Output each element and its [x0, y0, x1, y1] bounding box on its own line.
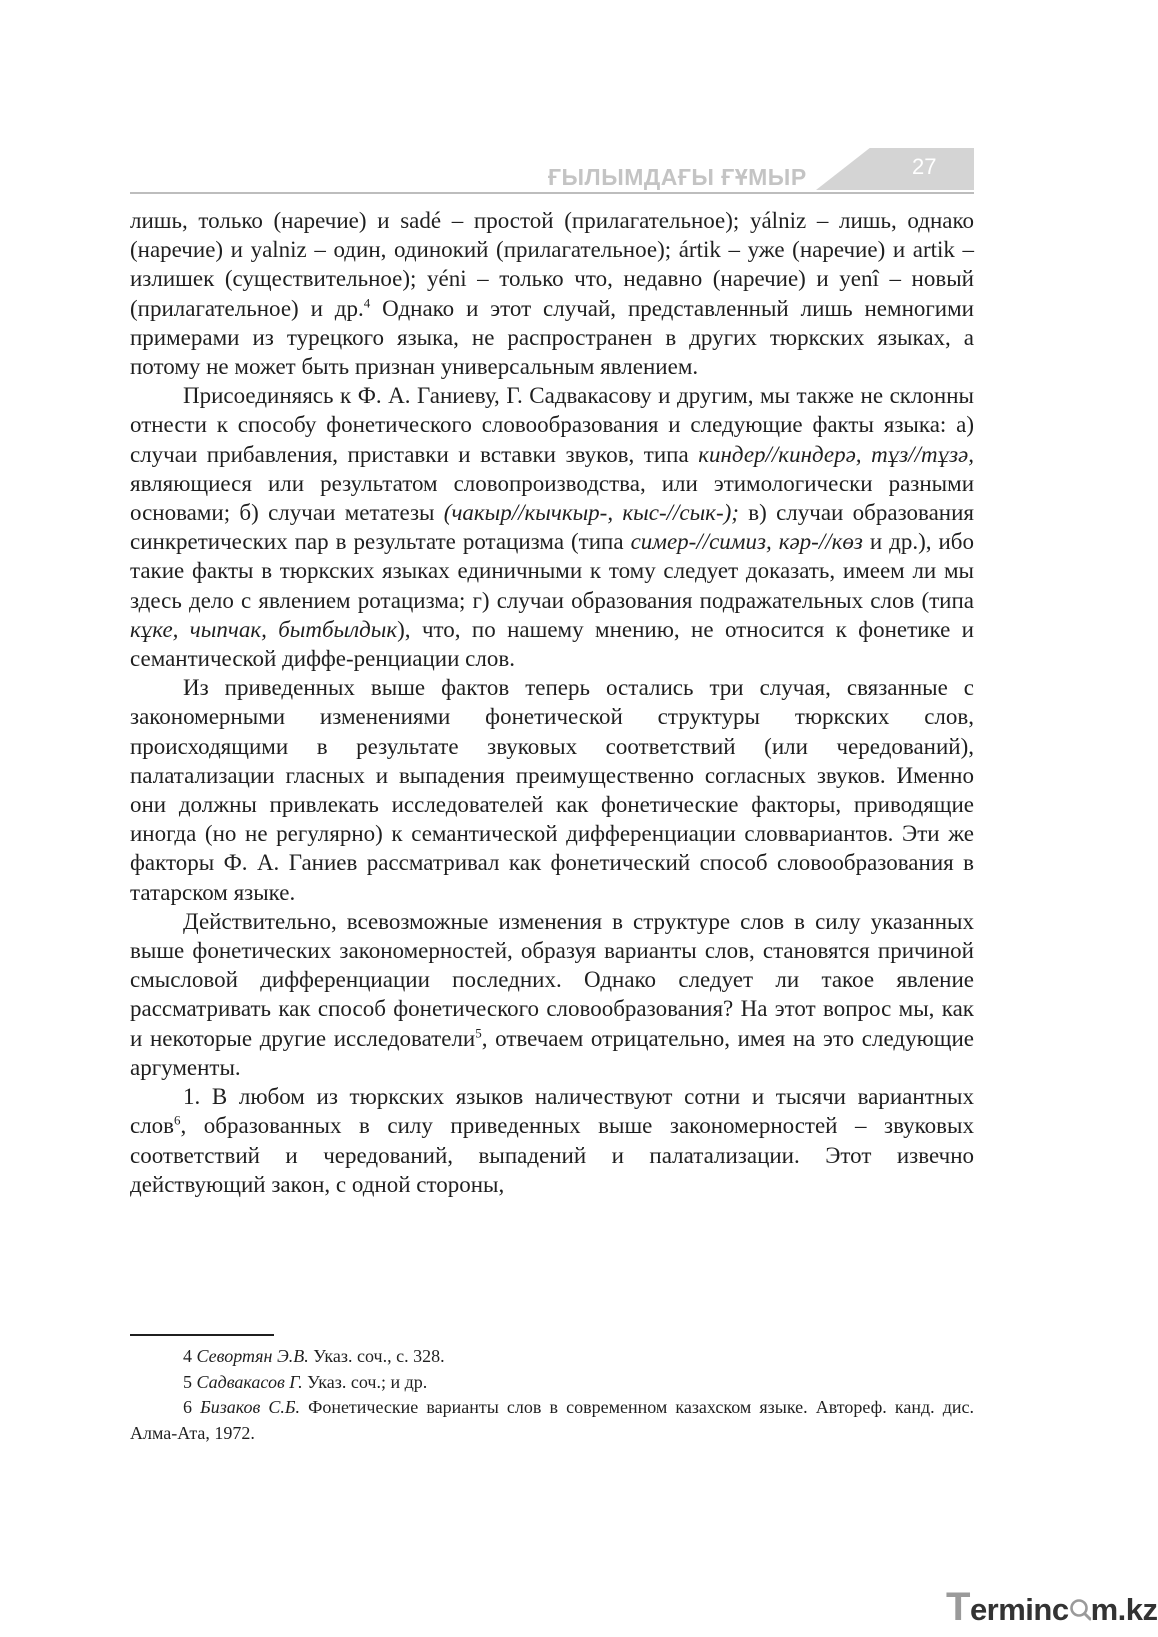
paragraph-text: Действительно, всевозможные изменения в структуре слов в силу указанных выше фонетических закономерностей, образуя варианты слов, становятся причиной смысловой дифференциации последних. Однако следует ли такое явление рассматривать как способ фонетического словообразования? На этот вопрос мы, как и некоторые другие исследователи: [130, 908, 974, 1051]
footnote-ref-5[interactable]: 5: [475, 1025, 482, 1041]
paragraph-4: [130, 907, 974, 1082]
footnote-number: 5: [183, 1371, 192, 1392]
paragraph-text: , образованных в силу приведенных выше закономерностей – звуковых соответствий и чередований, выпадений и палатализации. Этот извечно действующий закон, с одной стороны,: [130, 1113, 974, 1197]
paragraph-2: [130, 381, 974, 673]
magnifier-icon: [1069, 1596, 1091, 1622]
example-words: киндер//киндерә, тұз//тұзә,: [698, 441, 974, 467]
example-words: кұке, чыпчак, бытбылдык: [130, 616, 398, 642]
footnote-text: Указ. соч., с. 328.: [308, 1346, 445, 1366]
footnote-5: [130, 1370, 974, 1396]
example-words: (чакыр//кычкыр-, кыс-//сык-);: [443, 500, 739, 526]
header-tab: [816, 148, 974, 190]
footnote-author: Севортян Э.В.: [196, 1346, 309, 1366]
footnote-text: Указ. соч.; и др.: [302, 1371, 428, 1392]
running-header: [130, 148, 974, 196]
paragraph-text: ), что, по нашему мнению, не относится к фонетике и семантической диффе-ренциации слов.: [130, 616, 974, 672]
footnote-number: 4: [183, 1346, 192, 1366]
footnote-text: Фонетические варианты слов в современном казахском языке. Автореф. канд. дис. Алма-Ата, 1972.: [130, 1397, 974, 1443]
header-title: ҒЫЛЫМДАҒЫ ҒҰМЫР: [548, 164, 807, 190]
paragraph-3: Из приведенных выше фактов теперь остались три случая, связанные с закономерными изменениями фонетической структуры тюркских слов, происходящими в результате звуковых соответствий (или чередований), палатализации гласных и выпадения преимущественно согласных звуков. Именно они должны привлекать исследователей как фонетические факторы, приводящие иногда (но не регулярно) к семантической дифференциации словвариантов. Эти же факторы Ф. А. Ганиев рассматривал как фонетический способ словообразования в татарском языке.: [130, 675, 974, 905]
watermark-suffix: m.kz: [1090, 1592, 1158, 1627]
footnote-6: [130, 1395, 974, 1446]
example-words: симер-//симиз, кәр-//көз: [630, 529, 863, 555]
paragraph-text: лишь, только (наречие) и sadé – простой (прилагательное); yálniz – лишь, однако (наречие) и yalniz – один, одинокий (прилагательное); ártik – уже (наречие) и artik – излишек (существительное); yéni – только что, недавно (наречие) и yenî – новый (прилагательное) и др.: [130, 208, 974, 321]
paragraph-text: , отвечаем отрицательно, имея на это следующие аргументы.: [130, 1025, 974, 1080]
footnotes: [130, 1344, 974, 1446]
footnote-separator: [130, 1334, 274, 1336]
footnote-ref-6[interactable]: 6: [174, 1112, 181, 1128]
watermark-initial: T: [946, 1585, 970, 1629]
paragraph-text: и др.), ибо такие факты в тюркских языках единичными к тому следует доказать, имеем ли мы здесь дело с явлением ротацизма; г) случаи образования подражательных слов (типа: [130, 529, 974, 613]
footnote-author: Садвакасов Г.: [196, 1371, 303, 1392]
paragraph-5: [130, 1082, 974, 1199]
paragraph-text: Однако и этот случай, представленный лишь немногими примерами из турецкого языка, не распространен в других тюркских языках, а потому не может быть признан универсальным явлением.: [130, 295, 974, 380]
paragraph-text: 1. В любом из тюркских языков наличествуют сотни и тысячи вариантных слов: [130, 1084, 974, 1139]
header-rule: [130, 192, 974, 194]
footnote-ref-4[interactable]: 4: [363, 294, 371, 310]
paragraph-text: являющиеся или результатом словопроизводства, или этимологически разными основами; б) случаи метатезы: [130, 470, 974, 526]
footnote-author: Бизаков С.Б.: [200, 1397, 300, 1417]
watermark-text: erminc: [969, 1592, 1069, 1627]
paragraph-text: Присоединяясь к Ф. А. Ганиеву, Г. Садвакасову и другим, мы также не склонны отнести к способу фонетического словообразования и следующие факты языка: а) случаи прибавления, приставки и вставки звуков, типа: [130, 383, 974, 467]
paragraph-text: в) случаи образования синкретических пар в результате ротацизма (типа: [130, 500, 974, 555]
footnote-number: 6: [183, 1397, 192, 1417]
footnote-4: [130, 1344, 974, 1370]
paragraph-1: [130, 206, 974, 381]
page-number: 27: [912, 154, 937, 179]
body-text: [130, 206, 974, 1199]
termincom-watermark: [946, 1585, 1158, 1629]
